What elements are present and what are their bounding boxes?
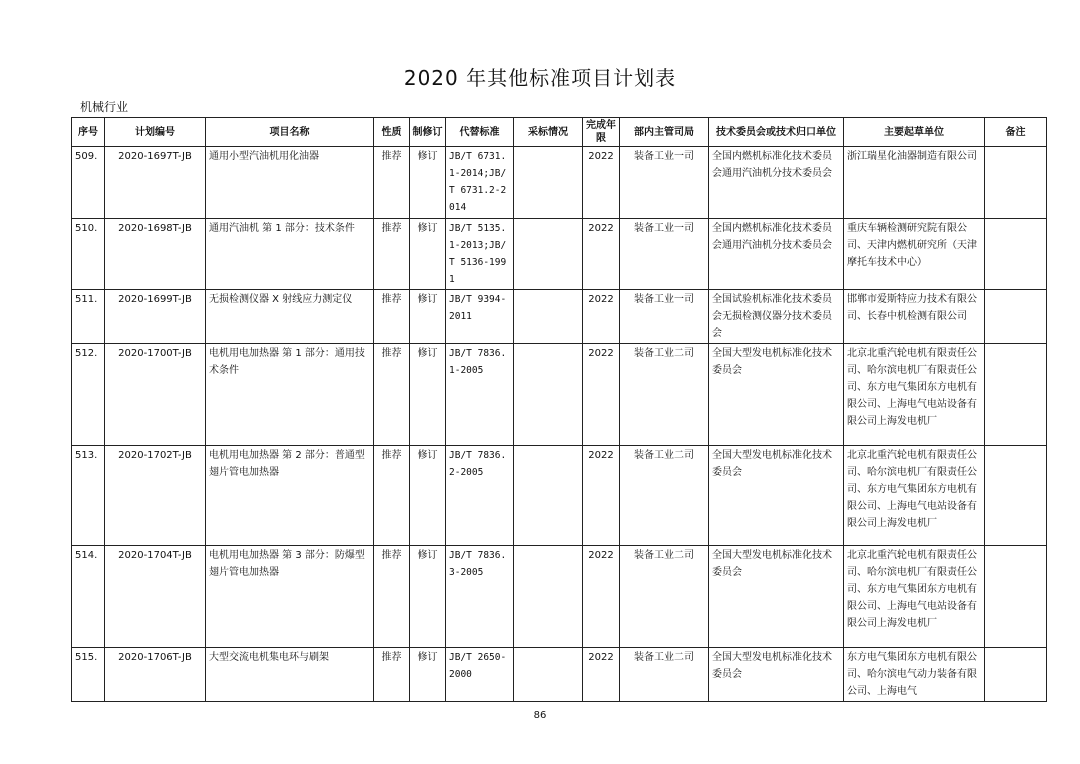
cell-name: 通用汽油机 第 1 部分：技术条件: [206, 219, 374, 290]
cell-nature: 推荐: [374, 546, 410, 648]
cell-committee: 全国内燃机标准化技术委员会通用汽油机分技术委员会: [709, 219, 844, 290]
cell-name: 电机用电加热器 第 3 部分：防爆型翅片管电加热器: [206, 546, 374, 648]
col-header-remark: 备注: [985, 118, 1047, 147]
col-header-revision: 制修订: [410, 118, 446, 147]
cell-no: 515.: [72, 648, 105, 702]
cell-replaces: JB/T 6731.1-2014;JB/T 6731.2-2014: [446, 147, 514, 219]
cell-no: 514.: [72, 546, 105, 648]
cell-nature: 推荐: [374, 147, 410, 219]
cell-year: 2022: [583, 147, 620, 219]
cell-no: 511.: [72, 290, 105, 344]
col-header-name: 项目名称: [206, 118, 374, 147]
cell-adoption: [514, 446, 583, 546]
cell-nature: 推荐: [374, 446, 410, 546]
cell-drafters: 浙江瑞星化油器制造有限公司: [844, 147, 985, 219]
cell-department: 装备工业一司: [620, 290, 709, 344]
cell-name: 无损检测仪器 X 射线应力测定仪: [206, 290, 374, 344]
cell-name: 电机用电加热器 第 2 部分：普通型翅片管电加热器: [206, 446, 374, 546]
cell-nature: 推荐: [374, 290, 410, 344]
col-header-replaces: 代替标准: [446, 118, 514, 147]
cell-year: 2022: [583, 546, 620, 648]
cell-committee: 全国试验机标准化技术委员会无损检测仪器分技术委员会: [709, 290, 844, 344]
col-header-adoption: 采标情况: [514, 118, 583, 147]
col-header-plan-id: 计划编号: [105, 118, 206, 147]
cell-nature: 推荐: [374, 648, 410, 702]
cell-revision: 修订: [410, 648, 446, 702]
cell-plan-id: 2020-1698T-JB: [105, 219, 206, 290]
cell-revision: 修订: [410, 219, 446, 290]
table-row: [72, 546, 1047, 648]
cell-drafters: 北京北重汽轮电机有限责任公司、哈尔滨电机厂有限责任公司、东方电气集团东方电机有限公司、上海电气电站设备有限公司上海发电机厂: [844, 344, 985, 446]
cell-drafters: 北京北重汽轮电机有限责任公司、哈尔滨电机厂有限责任公司、东方电气集团东方电机有限公司、上海电气电站设备有限公司上海发电机厂: [844, 546, 985, 648]
cell-plan-id: 2020-1700T-JB: [105, 344, 206, 446]
table-row: [72, 290, 1047, 344]
cell-replaces: JB/T 9394-2011: [446, 290, 514, 344]
table-row: [72, 446, 1047, 546]
cell-remark: [985, 344, 1047, 446]
cell-no: 510.: [72, 219, 105, 290]
cell-plan-id: 2020-1697T-JB: [105, 147, 206, 219]
cell-drafters: 重庆车辆检测研究院有限公司、天津内燃机研究所（天津摩托车技术中心）: [844, 219, 985, 290]
cell-no: 512.: [72, 344, 105, 446]
cell-revision: 修订: [410, 546, 446, 648]
cell-remark: [985, 446, 1047, 546]
col-header-department: 部内主管司局: [620, 118, 709, 147]
cell-remark: [985, 290, 1047, 344]
cell-remark: [985, 147, 1047, 219]
cell-drafters: 东方电气集团东方电机有限公司、哈尔滨电气动力装备有限公司、上海电气: [844, 648, 985, 702]
col-header-no: 序号: [72, 118, 105, 147]
cell-department: 装备工业二司: [620, 344, 709, 446]
cell-revision: 修订: [410, 344, 446, 446]
cell-year: 2022: [583, 344, 620, 446]
cell-committee: 全国大型发电机标准化技术委员会: [709, 648, 844, 702]
cell-department: 装备工业二司: [620, 648, 709, 702]
cell-name: 大型交流电机集电环与刷架: [206, 648, 374, 702]
cell-department: 装备工业二司: [620, 546, 709, 648]
cell-no: 513.: [72, 446, 105, 546]
cell-revision: 修订: [410, 290, 446, 344]
cell-remark: [985, 648, 1047, 702]
col-header-drafters: 主要起草单位: [844, 118, 985, 147]
cell-replaces: JB/T 2650-2000: [446, 648, 514, 702]
cell-plan-id: 2020-1699T-JB: [105, 290, 206, 344]
cell-revision: 修订: [410, 147, 446, 219]
cell-replaces: JB/T 7836.1-2005: [446, 344, 514, 446]
page-number: 86: [533, 710, 547, 721]
cell-revision: 修订: [410, 446, 446, 546]
cell-name: 电机用电加热器 第 1 部分：通用技术条件: [206, 344, 374, 446]
col-header-year: 完成年限: [583, 118, 620, 147]
cell-plan-id: 2020-1706T-JB: [105, 648, 206, 702]
cell-year: 2022: [583, 446, 620, 546]
cell-committee: 全国大型发电机标准化技术委员会: [709, 546, 844, 648]
cell-drafters: 邯郸市爱斯特应力技术有限公司、长春中机检测有限公司: [844, 290, 985, 344]
cell-year: 2022: [583, 648, 620, 702]
industry-label: 机械行业: [80, 100, 129, 114]
cell-remark: [985, 219, 1047, 290]
col-header-committee: 技术委员会或技术归口单位: [709, 118, 844, 147]
cell-replaces: JB/T 7836.3-2005: [446, 546, 514, 648]
cell-adoption: [514, 546, 583, 648]
col-header-nature: 性质: [374, 118, 410, 147]
table-header-row: [72, 118, 1047, 147]
cell-department: 装备工业一司: [620, 147, 709, 219]
cell-drafters: 北京北重汽轮电机有限责任公司、哈尔滨电机厂有限责任公司、东方电气集团东方电机有限公司、上海电气电站设备有限公司上海发电机厂: [844, 446, 985, 546]
cell-adoption: [514, 147, 583, 219]
cell-plan-id: 2020-1704T-JB: [105, 546, 206, 648]
table-row: [72, 147, 1047, 219]
cell-department: 装备工业一司: [620, 219, 709, 290]
cell-adoption: [514, 219, 583, 290]
cell-name: 通用小型汽油机用化油器: [206, 147, 374, 219]
cell-adoption: [514, 344, 583, 446]
table-row: [72, 219, 1047, 290]
table-row: [72, 648, 1047, 702]
cell-year: 2022: [583, 219, 620, 290]
cell-no: 509.: [72, 147, 105, 219]
cell-department: 装备工业二司: [620, 446, 709, 546]
cell-adoption: [514, 648, 583, 702]
table-row: [72, 344, 1047, 446]
cell-committee: 全国大型发电机标准化技术委员会: [709, 344, 844, 446]
cell-year: 2022: [583, 290, 620, 344]
cell-committee: 全国内燃机标准化技术委员会通用汽油机分技术委员会: [709, 147, 844, 219]
cell-replaces: JB/T 5135.1-2013;JB/T 5136-1991: [446, 219, 514, 290]
cell-nature: 推荐: [374, 344, 410, 446]
cell-nature: 推荐: [374, 219, 410, 290]
cell-plan-id: 2020-1702T-JB: [105, 446, 206, 546]
cell-remark: [985, 546, 1047, 648]
cell-adoption: [514, 290, 583, 344]
cell-replaces: JB/T 7836.2-2005: [446, 446, 514, 546]
cell-committee: 全国大型发电机标准化技术委员会: [709, 446, 844, 546]
page-title: 2020 年其他标准项目计划表: [403, 66, 677, 90]
plan-table: [71, 117, 1047, 702]
